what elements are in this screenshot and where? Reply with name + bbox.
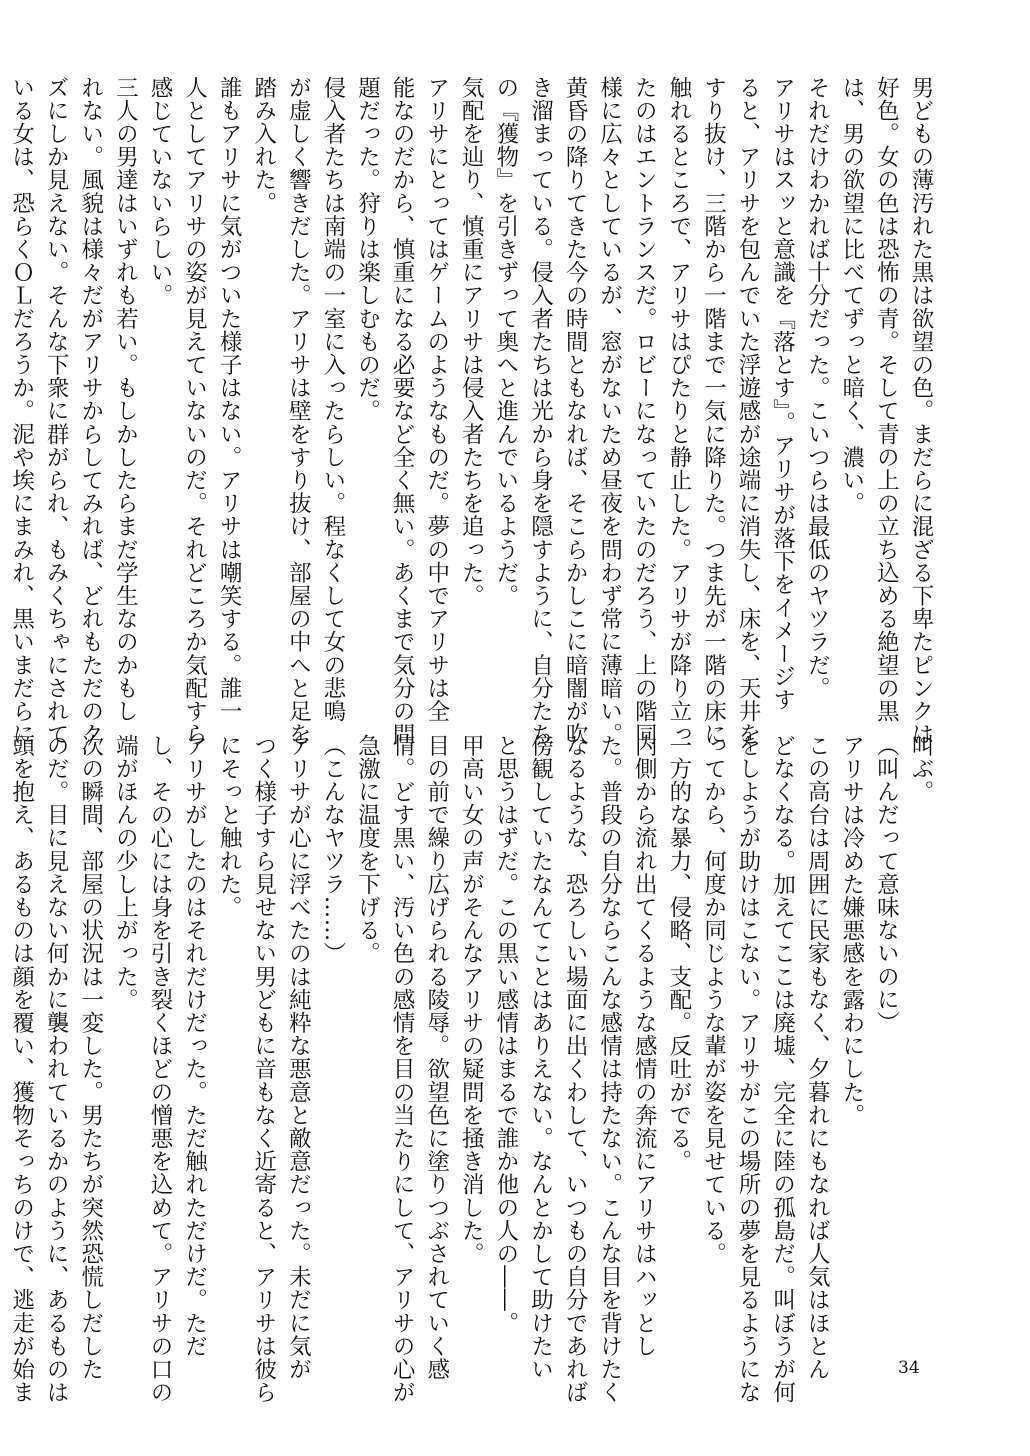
- text-line: 黄昏の降りてきた今の時間ともなれば、そこらかしこに暗闇が吹: [562, 76, 589, 746]
- text-line: 誰もアリサに気がついた様子はない。アリサは嘲笑する。誰一: [216, 76, 243, 723]
- text-line: それだけわかれば十分だった。こいつらは最低のヤツラだ。: [804, 76, 831, 700]
- text-line: 三人の男達はいずれも若い。もしかしたらまだ学生なのかもし: [112, 76, 139, 723]
- text-line: 能なのだから、慎重になる必要など全く無い。あくまで気分の問: [389, 76, 416, 746]
- text-line: （こんなヤツラ……）: [319, 734, 346, 965]
- text-line: にそっと触れた。: [216, 734, 243, 919]
- text-line: ると、アリサを包んでいた浮遊感が途端に消失し、床を、天井を: [735, 76, 762, 746]
- text-line: ってから、何度か同じような輩が姿を見せている。: [700, 734, 727, 1266]
- text-line: アリサにとってはゲームのようなものだ。夢の中でアリサは全: [423, 76, 450, 723]
- text-line: 端がほんの少し上がった。: [112, 734, 139, 1012]
- text-line: なるような、恐ろしい場面に出くわして、いつもの自分であれば: [562, 734, 589, 1404]
- text-line: と思うはずだ。この黒い感情はまるで誰か他の人の――。: [492, 734, 519, 1335]
- text-line: [0, 76, 4, 696]
- text-line: すり抜け、三階から一階まで一気に降りた。つま先が一階の床に: [700, 76, 727, 746]
- text-line: どなくなる。加えてここは廃墟、完全に陸の孤島だ。叫ぼうが何: [769, 734, 796, 1404]
- text-line: の『獲物』を引きずって奥へと進んでいるようだ。: [492, 76, 519, 608]
- text-line: が虚しく響きだした。アリサは壁をすり抜け、部屋の中へと足を: [285, 76, 312, 746]
- page-number: 34: [898, 1358, 920, 1378]
- text-line: 頭を抱え、あるものは顔を覆い、獲物そっちのけで、逃走が始ま: [8, 734, 35, 1404]
- text-block-top: [8, 76, 938, 746]
- text-line: この高台は周囲に民家もなく、夕暮れにもなれば人気はほとん: [804, 734, 831, 1381]
- text-line: （叫んだって意味ないのに）: [873, 734, 900, 1035]
- text-line: 人としてアリサの姿が見えていないのだ。それどころか気配すら: [181, 76, 208, 746]
- text-line: をしようが助けはこない。アリサがこの場所の夢を見るようにな: [735, 734, 762, 1404]
- text-line: 一方的な暴力、侵略、支配。反吐がでる。: [665, 734, 692, 1173]
- text-line: つく様子すら見せない男どもに音もなく近寄ると、アリサは彼ら: [250, 734, 277, 1404]
- text-line: のだ。目に見えない何かに襲われているかのように、あるものは: [43, 734, 70, 1404]
- text-line: 踏み入れた。: [250, 76, 277, 215]
- text-line: は、男の欲望に比べてずっと暗く、濃い。: [838, 76, 865, 515]
- text-line: き溜まっている。侵入者たちは光から身を隠すように、自分たち: [527, 76, 554, 746]
- text-line: アリサが心に浮べたのは純粋な悪意と敵意だった。未だに気が: [285, 734, 312, 1381]
- text-line: 男どもの薄汚れた黒は欲望の色。まだらに混ざる下卑たピンクは: [908, 76, 934, 746]
- text-line: れない。風貌は様々だがアリサからしてみれば、どれもただのク: [77, 76, 104, 746]
- text-line: 叫ぶ。: [908, 734, 934, 804]
- text-line: 目の前で繰り広げられる陵辱。欲望色に塗りつぶされていく感: [423, 734, 450, 1381]
- text-line: 内側から流れ出てくるような感情の奔流にアリサはハッとし: [631, 734, 658, 1358]
- text-line: 好色。女の色は恐怖の青。そして青の上の立ち込める絶望の黒: [873, 76, 900, 723]
- text-line: アリサがしたのはそれだけだった。ただ触れただけだ。ただ: [181, 734, 208, 1358]
- text-line: た。普段の自分ならこんな感情は持たない。こんな目を背けたく: [596, 734, 623, 1404]
- text-line: アリサは冷めた嫌悪感を露わにした。: [838, 734, 865, 1127]
- text-line: ズにしか見えない。そんな下衆に群がられ、もみくちゃにされて: [43, 76, 70, 746]
- text-line: 感じていないらしい。: [146, 76, 173, 307]
- text-line: 傍観していたなんてことはありえない。なんとかして助けたい: [527, 734, 554, 1381]
- text-line: 次の瞬間、部屋の状況は一変した。男たちが突然恐慌しだした: [77, 734, 104, 1381]
- text-line: 急激に温度を下げる。: [354, 734, 381, 965]
- text-line: 触れるところで、アリサはぴたりと静止した。アリサが降り立っ: [665, 76, 692, 746]
- text-line: 侵入者たちは南端の一室に入ったらしい。程なくして女の悲鳴: [319, 76, 346, 723]
- text-line: 気配を辿り、慎重にアリサは侵入者たちを追った。: [458, 76, 485, 608]
- text-line: たのはエントランスだ。ロビーになっていたのだろう、上の階同: [631, 76, 658, 746]
- text-line: いる女は、恐らくＯＬだろうか。泥や埃にまみれ、黒いまだらに: [8, 76, 35, 746]
- text-line: し、その心には身を引き裂くほどの憎悪を込めて。アリサの口の: [146, 734, 173, 1404]
- text-line: 情。どす黒い、汚い色の感情を目の当たりにして、アリサの心が: [389, 734, 416, 1404]
- text-line: 甲高い女の声がそんなアリサの疑問を掻き消した。: [458, 734, 485, 1266]
- text-line: 題だった。狩りは楽しむものだ。: [354, 76, 381, 423]
- text-line: アリサはスッと意識を『落とす』。アリサが落下をイメージす: [769, 76, 796, 712]
- text-line: 様に広々としているが、窓がないため昼夜を問わず常に薄暗い。: [596, 76, 623, 746]
